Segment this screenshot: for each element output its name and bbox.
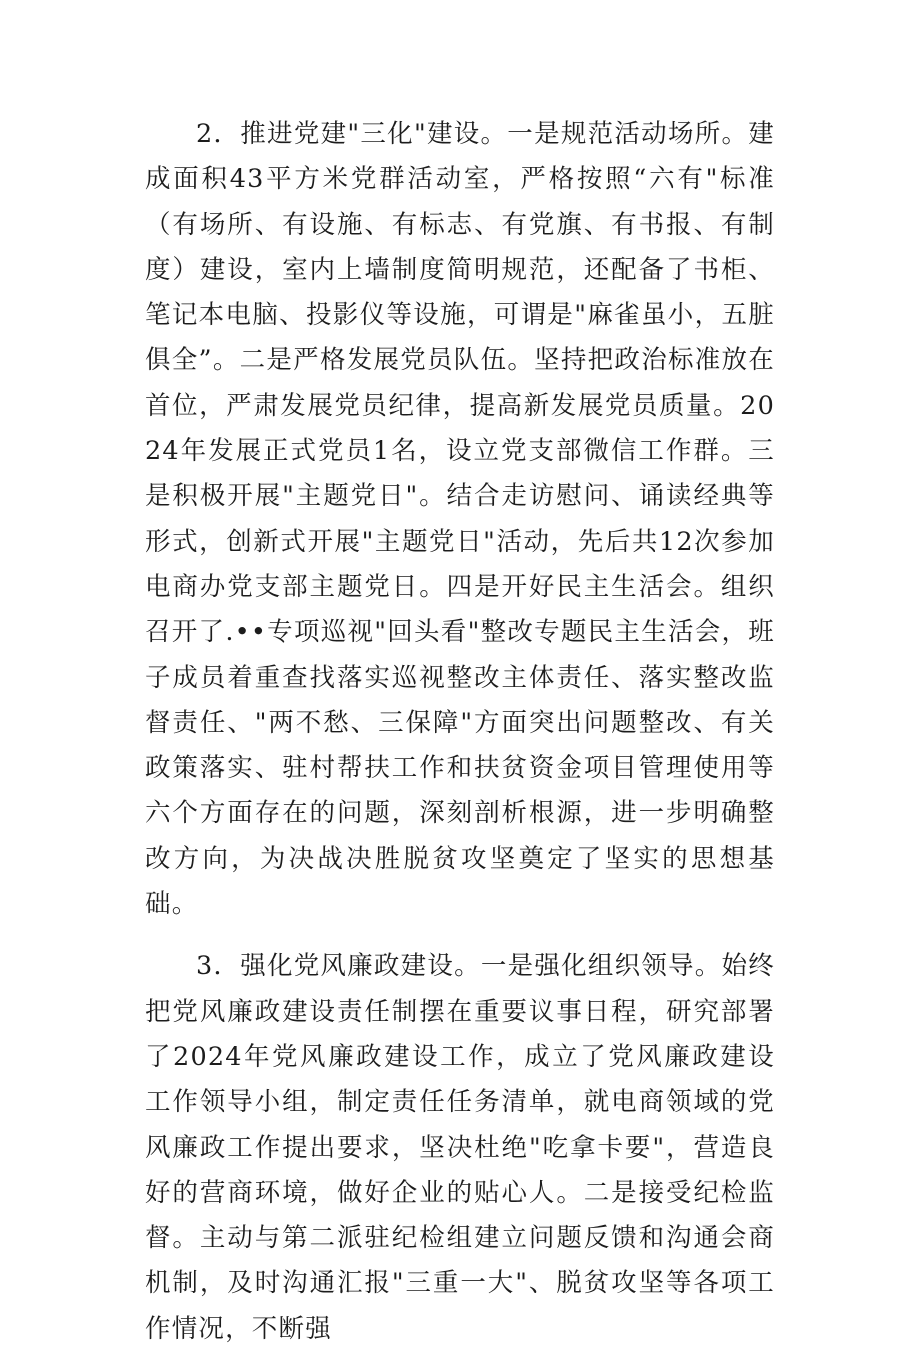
document-body xyxy=(145,112,775,1352)
paragraph-section-3: 3．强化党风廉政建设。一是强化组织领导。始终把党风廉政建设责任制摆在重要议事日程，研究部署了2024年党风廉政建设工作，成立了党风廉政建设工作领导小组，制定责任任务清单，就电商领域的党风廉政工作提出要求，坚决杜绝"吃拿卡要"，营造良好的营商环境，做好企业的贴心人。二是接受纪检监督。主动与第二派驻纪检组建立问题反馈和沟通会商机制，及时沟通汇报"三重一大"、脱贫攻坚等各项工作情况，不断强 xyxy=(145,951,775,1344)
paragraph-section-2: 2．推进党建"三化"建设。一是规范活动场所。建成面积43平方米党群活动室，严格按照“六有"标准（有场所、有设施、有标志、有党旗、有书报、有制度）建设，室内上墙制度简明规范，还配备了书柜、笔记本电脑、投影仪等设施，可谓是"麻雀虽小，五脏俱全”。二是严格发展党员队伍。坚持把政治标准放在首位，严肃发展党员纪律，提高新发展党员质量。2024年发展正式党员1名，设立党支部微信工作群。三是积极开展"主题党日"。结合走访慰问、诵读经典等形式，创新式开展"主题党日"活动，先后共12次参加电商办党支部主题党日。四是开好民主生活会。组织召开了.••专项巡视"回头看"整改专题民主生活会，班子成员着重查找落实巡视整改主体责任、落实整改监督责任、"两不愁、三保障"方面突出问题整改、有关政策落实、驻村帮扶工作和扶贫资金项目管理使用等六个方面存在的问题，深刻剖析根源，进一步明确整改方向，为决战决胜脱贫攻坚奠定了坚实的思想基础。 xyxy=(145,119,775,920)
